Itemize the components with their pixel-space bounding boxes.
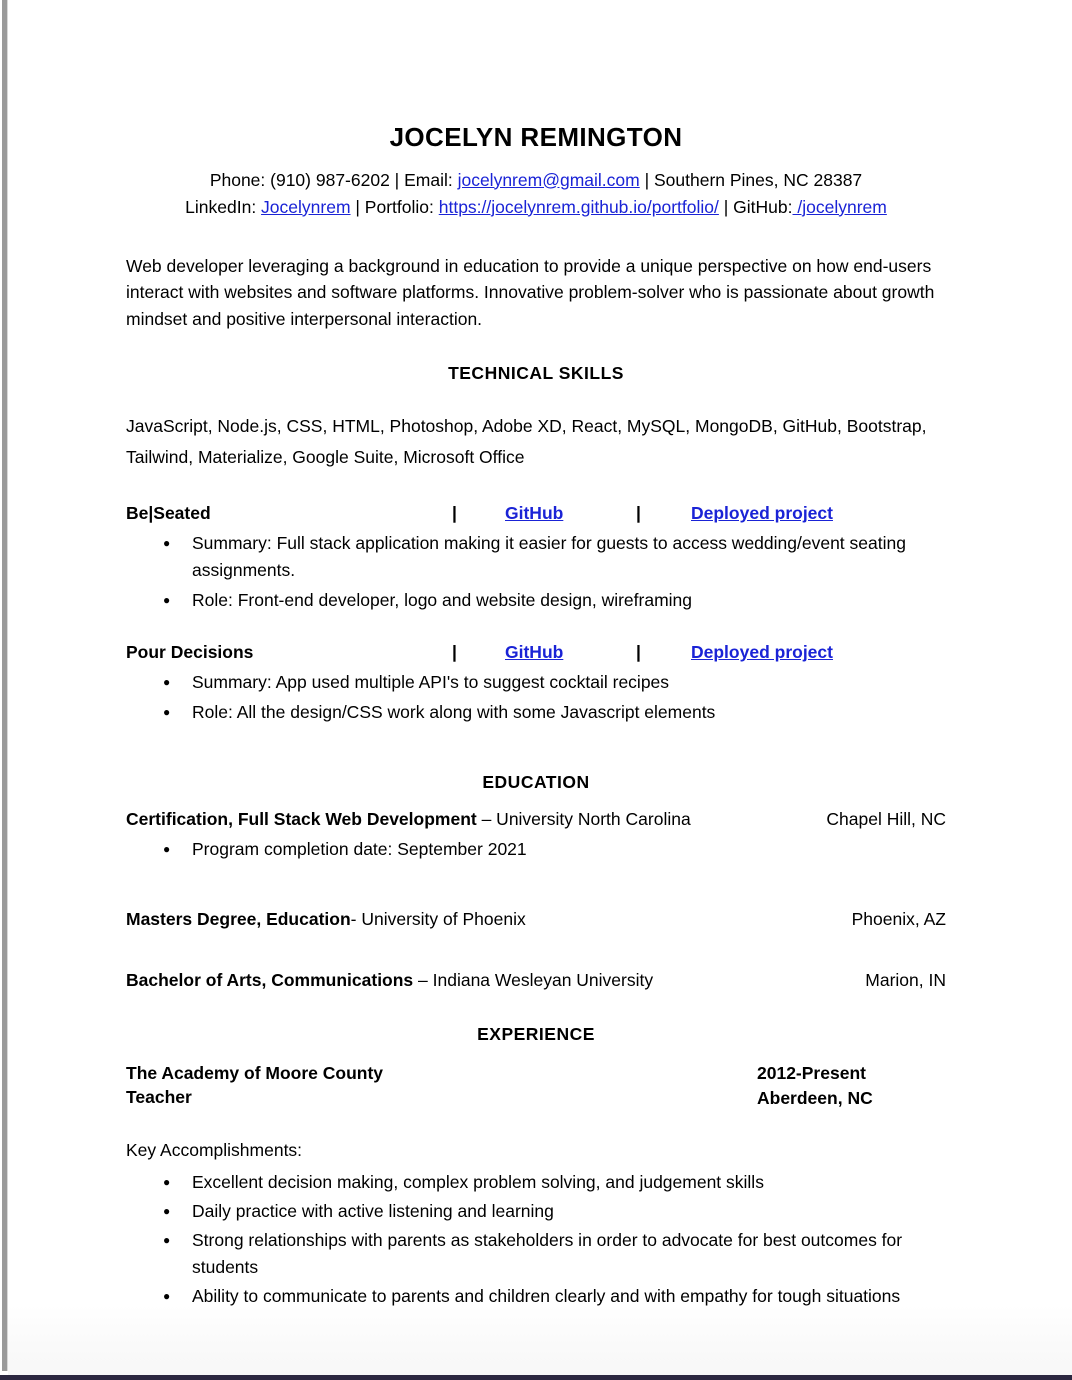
list-item: ● Summary: Full stack application making it easier for guests to access wedding/event seating assignments. (126, 530, 946, 583)
project-header-row (126, 642, 946, 665)
education-entry (126, 863, 946, 932)
project-name: Be|Seated (126, 502, 211, 523)
education-institution: – University North Carolina (476, 808, 691, 829)
education-institution: - University of Phoenix (350, 908, 526, 929)
list-item: ● Daily practice with active listening and learning (126, 1198, 946, 1225)
linkedin-label: LinkedIn: (185, 196, 262, 217)
section-heading-technical-skills: TECHNICAL SKILLS (448, 362, 624, 383)
list-item: ● Ability to communicate to parents and children clearly and with empathy for tough situations (126, 1283, 946, 1310)
project-bullet-list (126, 530, 946, 614)
contact-line-secondary (126, 194, 946, 221)
education-institution: – Indiana Wesleyan University (413, 970, 654, 991)
github-label: | GitHub: (718, 196, 793, 217)
portfolio-link[interactable]: https://jocelynrem.github.io/portfolio/ (438, 196, 719, 217)
list-item: ● Program completion date: September 2021 (126, 836, 946, 863)
phone-email-label: Phone: (910) 987-6202 | Email: (209, 169, 458, 190)
city-state-zip: | Southern Pines, NC 28387 (639, 169, 863, 190)
education-degree: Masters Degree, Education (126, 908, 351, 929)
project-header-row (126, 503, 946, 526)
project-entry (126, 614, 946, 726)
education-degree-line (126, 970, 653, 990)
github-profile-link[interactable]: /jocelynrem (792, 196, 887, 217)
project-deployed-link[interactable]: Deployed project (691, 502, 833, 523)
email-link[interactable]: jocelynrem@gmail.com (457, 169, 640, 190)
job-title: Teacher (126, 1087, 192, 1108)
education-bullet-list (126, 836, 946, 863)
linkedin-link[interactable]: Jocelynrem (261, 196, 351, 217)
education-location: Chapel Hill, NC (826, 808, 946, 829)
project-entry (126, 473, 946, 614)
list-item: ● Summary: App used multiple API's to suggest cocktail recipes (126, 669, 946, 696)
experience-entry (126, 1045, 946, 1111)
section-heading-education: EDUCATION (482, 771, 590, 792)
list-item: ● Role: Front-end developer, logo and website design, wireframing (126, 587, 946, 614)
education-degree-line (126, 809, 691, 829)
job-organization: The Academy of Moore County (126, 1062, 384, 1083)
project-github-link[interactable]: GitHub (505, 502, 564, 523)
project-separator-2: | (636, 502, 641, 523)
project-name: Pour Decisions (126, 641, 254, 662)
education-location: Marion, IN (865, 970, 946, 991)
project-separator-2: | (636, 641, 641, 662)
page-title: JOCELYN REMINGTON (389, 122, 683, 152)
list-item: ● Role: All the design/CSS work along with some Javascript elements (126, 699, 946, 726)
project-separator-1: | (452, 641, 457, 662)
section-heading-experience: EXPERIENCE (477, 1023, 595, 1044)
project-deployed-link[interactable]: Deployed project (691, 641, 833, 662)
list-item: ● Excellent decision making, complex problem solving, and judgement skills (126, 1169, 946, 1196)
accomplishments-list (126, 1163, 946, 1311)
project-bullet-list (126, 669, 946, 726)
education-entry (126, 793, 946, 863)
page-left-edge-inner (7, 0, 8, 1371)
accomplishments-label: Key Accomplishments: (126, 1140, 303, 1161)
education-degree: Bachelor of Arts, Communications (126, 970, 414, 991)
technical-skills-list: JavaScript, Node.js, CSS, HTML, Photoshop, Adobe XD, React, MySQL, MongoDB, GitHub, Bootstrap, Tailwind, Materialize, Google Suite, Microsoft Office (126, 415, 927, 467)
education-entry (126, 932, 946, 993)
page-bottom-fade (8, 1305, 1072, 1375)
education-location: Phoenix, AZ (851, 908, 946, 929)
list-item: ● Strong relationships with parents as stakeholders in order to advocate for best outcomes for students (126, 1227, 946, 1281)
page-bottom-bar (0, 1375, 1072, 1380)
professional-summary: Web developer leveraging a background in education to provide a unique perspective on how end-users interact with websites and software platforms. Innovative problem-solver who is passionate about growth mindset and positive interpersonal interaction. (126, 255, 935, 330)
job-location: Aberdeen, NC (757, 1087, 873, 1108)
project-github-link[interactable]: GitHub (505, 641, 564, 662)
portfolio-label: | Portfolio: (350, 196, 439, 217)
job-dates: 2012-Present (757, 1062, 866, 1083)
project-separator-1: | (452, 502, 457, 523)
resume-content (126, 0, 946, 1310)
contact-line-primary (126, 152, 946, 194)
education-degree: Certification, Full Stack Web Development (126, 808, 477, 829)
education-degree-line (126, 909, 526, 929)
